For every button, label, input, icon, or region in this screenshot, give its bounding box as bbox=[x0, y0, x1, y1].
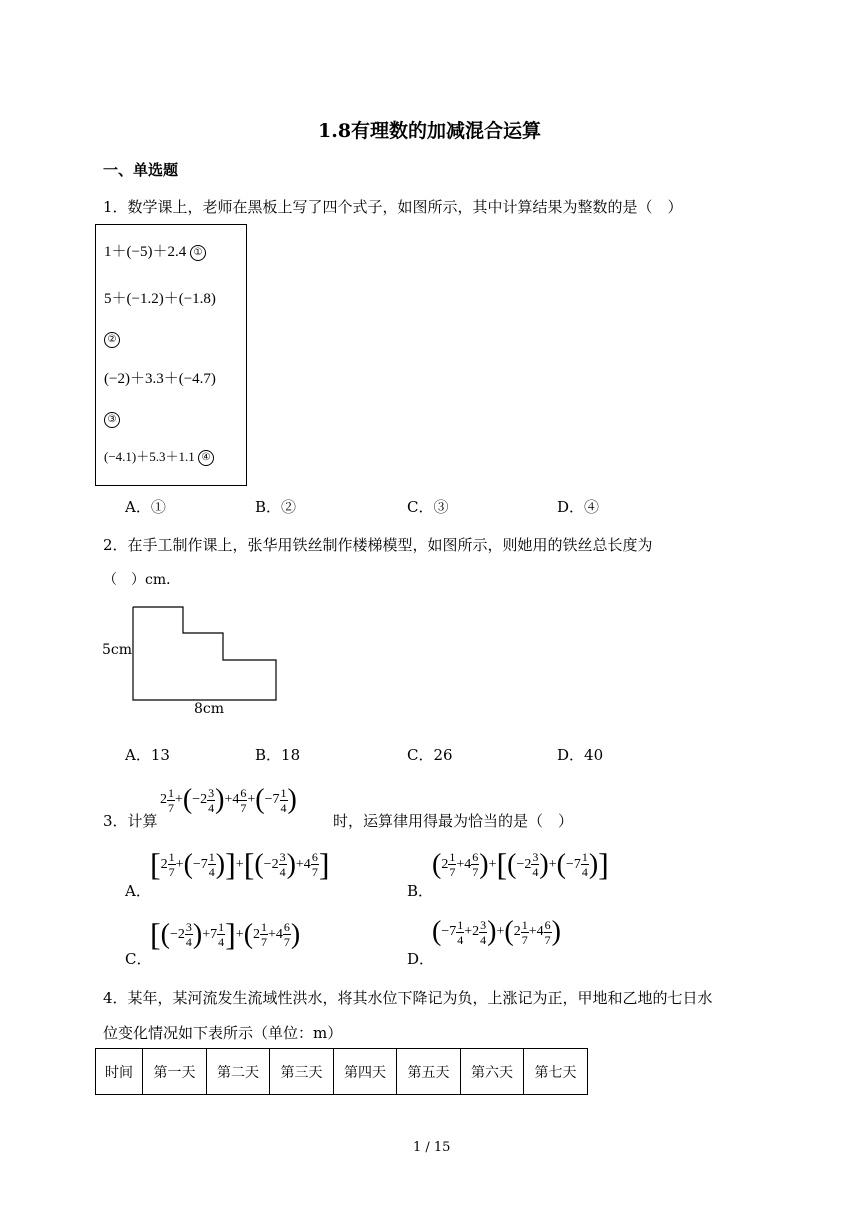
width-label: 8cm bbox=[194, 701, 225, 717]
question-3-prefix: 3．计算 bbox=[103, 812, 158, 830]
mark-3 bbox=[104, 409, 120, 428]
expr-4: (−4.1)＋5.3＋1.1 ④ bbox=[104, 446, 214, 466]
q3-option-a-label[interactable]: A． bbox=[125, 882, 151, 900]
q1-option-a[interactable]: A．① bbox=[125, 498, 166, 516]
table-header-cell: 第三天 bbox=[270, 1049, 334, 1095]
question-4-text: 4．某年，某河流发生流域性洪水，将其水位下降记为负，上涨记为正，甲地和乙地的七日水 bbox=[103, 989, 713, 1007]
expr-2: 5＋(−1.2)＋(−1.8) bbox=[104, 291, 216, 307]
section-heading: 一、单选题 bbox=[103, 161, 179, 179]
q3-option-b-expr[interactable]: ( 2 $\frac{1}{7}$ +4 $\frac{6}{7}$ ) + [ ( −2 $\frac{3}{4}$ ) + ( −7 $\frac{1}{4}$ ) ] bbox=[432, 846, 609, 882]
question-4-text-cont: 位变化情况如下表所示（单位：m） bbox=[103, 1024, 343, 1042]
question-3-suffix: 时，运算律用得最为恰当的是（ ） bbox=[333, 812, 574, 830]
water-level-table bbox=[95, 1048, 588, 1095]
q3-option-d-expr[interactable]: ( −7 $\frac{1}{4}$ +2 $\frac{3}{4}$ ) + ( 2 $\frac{1}{7}$ +4 $\frac{6}{7}$ ) bbox=[432, 916, 561, 947]
q2-option-b[interactable]: B．18 bbox=[255, 746, 301, 764]
stair-figure bbox=[130, 604, 280, 704]
height-label: 5cm bbox=[102, 642, 133, 658]
q3-expression: 2 $\frac{1}{7}$ + ( −2 $\frac{3}{4}$ ) +4 $\frac{6}{7}$ + ( −7 $\frac{1}{4}$ ) bbox=[160, 784, 297, 815]
question-2-text: 2．在手工制作课上，张华用铁丝制作楼梯模型，如图所示，则她用的铁丝总长度为 bbox=[103, 536, 653, 554]
mark-2 bbox=[104, 329, 120, 348]
table-header-cell: 第五天 bbox=[397, 1049, 461, 1095]
q3-option-d-label[interactable]: D． bbox=[407, 950, 435, 968]
table-header-cell: 时间 bbox=[96, 1049, 143, 1095]
table-header-cell: 第一天 bbox=[143, 1049, 207, 1095]
table-row bbox=[96, 1049, 588, 1095]
q3-option-b-label[interactable]: B． bbox=[407, 882, 434, 900]
q1-option-c[interactable]: C．③ bbox=[407, 498, 449, 516]
stair-outline bbox=[133, 607, 276, 700]
circled-3-icon: ③ bbox=[104, 412, 120, 428]
q3-option-a-expr[interactable]: [ 2 $\frac{1}{7}$ + ( −7 $\frac{1}{4}$ ) ] + [ ( −2 $\frac{3}{4}$ ) +4 $\frac{6}{7}$ ] bbox=[150, 846, 330, 882]
q2-option-d[interactable]: D．40 bbox=[557, 746, 604, 764]
table-header-cell: 第四天 bbox=[334, 1049, 397, 1095]
page-number: 1 / 15 bbox=[413, 1140, 451, 1155]
circled-4-icon: ④ bbox=[198, 450, 214, 466]
q3-option-c-label[interactable]: C． bbox=[125, 950, 152, 968]
q2-option-c[interactable]: C．26 bbox=[407, 746, 453, 764]
q3-option-c-expr[interactable]: [ ( −2 $\frac{3}{4}$ ) +7 $\frac{1}{4}$ ] + ( 2 $\frac{1}{7}$ +4 $\frac{6}{7}$ ) bbox=[150, 916, 301, 952]
q2-option-a[interactable]: A．13 bbox=[125, 746, 170, 764]
q1-option-b[interactable]: B．② bbox=[255, 498, 297, 516]
table-header-cell: 第二天 bbox=[207, 1049, 270, 1095]
expr-1: 1＋(−5)＋2.4 ① bbox=[104, 240, 206, 261]
q1-option-d[interactable]: D．④ bbox=[557, 498, 600, 516]
table-header-cell: 第六天 bbox=[461, 1049, 524, 1095]
question-1-text: 1．数学课上，老师在黑板上写了四个式子，如图所示，其中计算结果为整数的是（ ） bbox=[103, 198, 683, 216]
circled-2-icon: ② bbox=[104, 332, 120, 348]
page-title: 1.8有理数的加减混合运算 bbox=[318, 120, 542, 142]
table-header-cell: 第七天 bbox=[524, 1049, 588, 1095]
circled-1-icon: ① bbox=[190, 245, 206, 261]
expr-3: (−2)＋3.3＋(−4.7) bbox=[104, 371, 216, 387]
question-2-text-cont: （ ）cm． bbox=[103, 572, 181, 588]
